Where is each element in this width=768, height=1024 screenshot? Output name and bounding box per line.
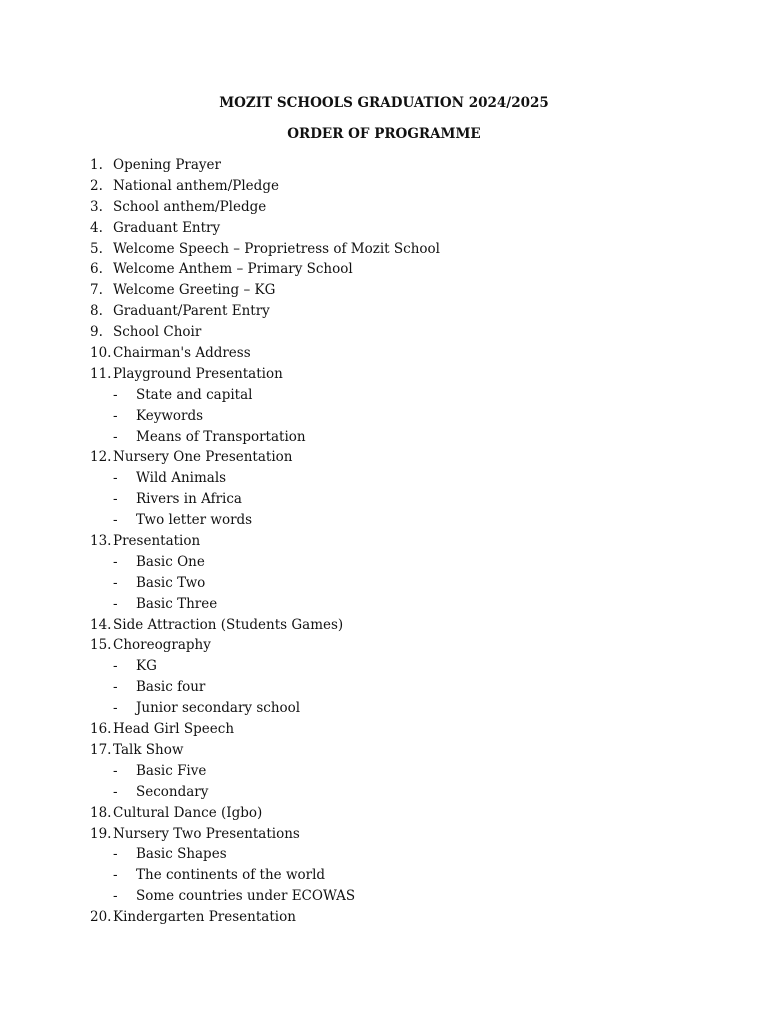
- list-item-text: Head Girl Speech: [113, 721, 235, 738]
- sub-list-bullet: -: [113, 428, 118, 445]
- sub-list-item: [0, 385, 768, 406]
- sub-list-item-text: Rivers in Africa: [136, 491, 242, 508]
- list-item-text: Kindergarten Presentation: [113, 909, 296, 926]
- sub-list-bullet: -: [113, 407, 118, 424]
- list-item-number: 15.: [90, 637, 112, 654]
- list-item-number: 8.: [90, 303, 103, 320]
- sub-list-item: [0, 552, 768, 573]
- sub-list-item-text: Basic Three: [136, 595, 218, 612]
- list-item-number: 6.: [90, 261, 103, 278]
- list-item-text: Nursery One Presentation: [113, 449, 293, 466]
- sub-list-item: [0, 844, 768, 865]
- sub-list-bullet: -: [113, 762, 118, 779]
- list-item: [0, 803, 768, 824]
- sub-list-bullet: -: [113, 386, 118, 403]
- sub-list-bullet: -: [113, 783, 118, 800]
- list-item-number: 9.: [90, 324, 103, 341]
- list-item: [0, 615, 768, 636]
- sub-list-item-text: Means of Transportation: [136, 428, 306, 445]
- document-title: MOZIT SCHOOLS GRADUATION 2024/2025: [219, 95, 549, 111]
- list-item-number: 18.: [90, 804, 112, 821]
- sub-list-item-text: Secondary: [136, 783, 209, 800]
- list-item: [0, 176, 768, 197]
- sub-list-bullet: -: [113, 700, 118, 717]
- sub-list-bullet: -: [113, 491, 118, 508]
- sub-list-item: [0, 698, 768, 719]
- list-item-number: 17.: [90, 741, 112, 758]
- sub-list-bullet: -: [113, 888, 118, 905]
- list-item: [0, 719, 768, 740]
- list-item: [0, 259, 768, 280]
- list-item: [0, 218, 768, 239]
- list-item: [0, 155, 768, 176]
- document-subtitle: ORDER OF PROGRAMME: [287, 126, 481, 142]
- list-item-text: National anthem/Pledge: [113, 177, 279, 194]
- sub-list-bullet: -: [113, 553, 118, 570]
- sub-list-item-text: Junior secondary school: [136, 700, 301, 717]
- sub-list-item-text: State and capital: [136, 386, 253, 403]
- list-item-text: School anthem/Pledge: [113, 198, 267, 215]
- list-item-number: 20.: [90, 909, 112, 926]
- list-item: [0, 740, 768, 761]
- sub-list-item: [0, 886, 768, 907]
- list-item-text: Welcome Anthem – Primary School: [113, 261, 353, 278]
- list-item-text: Welcome Speech – Proprietress of Mozit School: [113, 240, 440, 257]
- list-item-text: Nursery Two Presentations: [113, 825, 300, 842]
- list-item-number: 7.: [90, 282, 103, 299]
- sub-list-item-text: Basic four: [136, 679, 206, 696]
- list-item-text: Graduant/Parent Entry: [113, 303, 270, 320]
- sub-list-item: [0, 489, 768, 510]
- list-item-text: Cultural Dance (Igbo): [113, 804, 263, 821]
- sub-list-item-text: Basic Five: [136, 762, 207, 779]
- sub-list-item-text: Two letter words: [136, 512, 253, 529]
- sub-list-bullet: -: [113, 512, 118, 529]
- list-item: [0, 907, 768, 928]
- list-item-number: 19.: [90, 825, 112, 842]
- list-item-text: Welcome Greeting – KG: [113, 282, 276, 299]
- sub-list-item: [0, 656, 768, 677]
- list-item-number: 14.: [90, 616, 112, 633]
- list-item: [0, 301, 768, 322]
- sub-list-item: [0, 510, 768, 531]
- list-item-number: 13.: [90, 533, 112, 550]
- list-item-text: Choreography: [113, 637, 211, 654]
- list-item: [0, 197, 768, 218]
- list-item: [0, 531, 768, 552]
- sub-list-item: [0, 594, 768, 615]
- list-item-number: 4.: [90, 219, 103, 236]
- sub-list-item: [0, 406, 768, 427]
- list-item: [0, 322, 768, 343]
- list-item-text: Chairman's Address: [113, 345, 251, 362]
- list-item: [0, 364, 768, 385]
- list-item-number: 2.: [90, 177, 103, 194]
- list-item-text: Side Attraction (Students Games): [113, 616, 344, 633]
- list-item: [0, 824, 768, 845]
- sub-list-item-text: Some countries under ECOWAS: [136, 888, 356, 905]
- sub-list-item: [0, 677, 768, 698]
- sub-list-bullet: -: [113, 679, 118, 696]
- list-item-text: Graduant Entry: [113, 219, 221, 236]
- sub-list-item-text: Keywords: [136, 407, 204, 424]
- list-item-number: 12.: [90, 449, 112, 466]
- sub-list-item: [0, 865, 768, 886]
- sub-list-item: [0, 468, 768, 489]
- list-item-text: Playground Presentation: [113, 365, 283, 382]
- list-item-text: Talk Show: [113, 741, 184, 758]
- sub-list-item-text: Wild Animals: [136, 470, 227, 487]
- list-item: [0, 447, 768, 468]
- sub-list-item: [0, 782, 768, 803]
- list-item: [0, 635, 768, 656]
- list-item-number: 3.: [90, 198, 103, 215]
- list-item-number: 5.: [90, 240, 103, 257]
- sub-list-item-text: KG: [136, 658, 157, 675]
- sub-list-bullet: -: [113, 846, 118, 863]
- programme-list: [0, 155, 768, 928]
- sub-list-bullet: -: [113, 658, 118, 675]
- sub-list-bullet: -: [113, 574, 118, 591]
- list-item: [0, 280, 768, 301]
- list-item-number: 10.: [90, 345, 112, 362]
- list-item: [0, 239, 768, 260]
- list-item-text: Opening Prayer: [113, 157, 221, 173]
- sub-list-item-text: Basic Shapes: [136, 846, 227, 863]
- sub-list-item: [0, 573, 768, 594]
- sub-list-item: [0, 427, 768, 448]
- list-item-number: 16.: [90, 721, 112, 738]
- list-item-text: School Choir: [113, 324, 202, 341]
- list-item-number: 1.: [90, 157, 103, 173]
- sub-list-bullet: -: [113, 470, 118, 487]
- sub-list-item-text: The continents of the world: [136, 867, 326, 884]
- sub-list-item-text: Basic Two: [136, 574, 206, 591]
- sub-list-bullet: -: [113, 867, 118, 884]
- sub-list-bullet: -: [113, 595, 118, 612]
- list-item-text: Presentation: [113, 533, 201, 550]
- list-item: [0, 343, 768, 364]
- sub-list-item-text: Basic One: [136, 553, 205, 570]
- sub-list-item: [0, 761, 768, 782]
- list-item-number: 11.: [90, 365, 112, 382]
